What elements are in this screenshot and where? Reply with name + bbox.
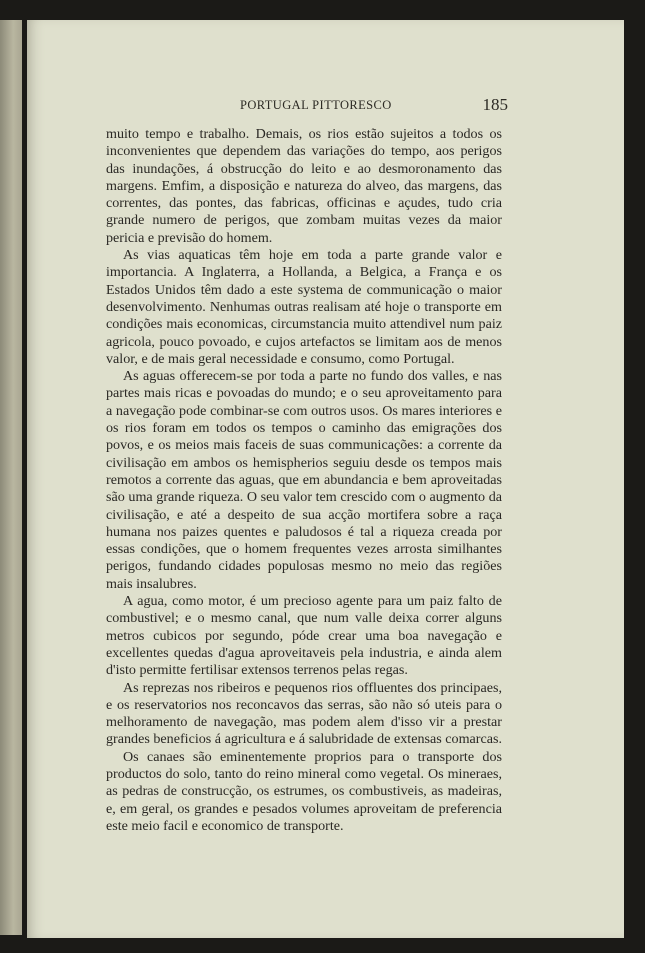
page-number: 185 [482, 95, 508, 114]
paragraph: As aguas offerecem-se por toda a parte no fundo dos valles, e nas partes mais ricas e povoadas do mundo; e o seu aproveitamento para a navegação pode combinar-se com outros usos. Os mares interiores e os rios foram em todos os tempos o caminho das emigrações dos povos, e os meios mais faceis de suas communicações: a corrente da civilisação em ambos os hemispherios seguiu desde os tempos mais remotos a corrente das aguas, que em abundancia e bem aproveitadas são uma grande riqueza. O seu valor tem crescido com o augmento da civilisação, e até a despeito de sua acção mortifera sobre a raça humana nos paizes quentes e paludosos é tal a riqueza creada por essas condições, que o homem frequentes vezes arrosta similhantes perigos, fundando cidades populosas mesmo no meio das regiões mais insalubres. [106, 368, 502, 592]
paragraph: As vias aquaticas têm hoje em toda a parte grande valor e importancia. A Inglaterra, a Hollanda, a Belgica, a França e os Estados Unidos têm dado a este systema de communicação o maior desenvolvimento. Nenhumas outras realisam até hoje o transporte em condições mais economicas, circumstancia muito attendivel num paiz agricola, pouco povoado, e cujos artefactos se limitam aos de menos valor, e de mais geral necessidade e consumo, como Portugal. [106, 247, 502, 367]
page-header [240, 95, 508, 118]
body-text [106, 126, 502, 835]
paragraph: A agua, como motor, é um precioso agente para um paiz falto de combustivel; e o mesmo canal, que num valle deixa correr alguns metros cubicos por segundo, póde crear uma boa navegação e excellentes quedas d'agua aproveitaveis pela industria, e ainda alem d'isto permitte fertilisar extensos terrenos pelas regas. [106, 593, 502, 679]
paragraph: Os canaes são eminentemente proprios para o transporte dos productos do solo, tanto do reino mineral como vegetal. Os mineraes, as pedras de construcção, os estrumes, os combustiveis, as madeiras, e, em geral, os grandes e pesados volumes aproveitam de preferencia este meio facil e economico de transporte. [106, 748, 502, 834]
left-page-edge [0, 20, 22, 935]
paragraph: As reprezas nos ribeiros e pequenos rios offluentes dos principaes, e os reservatorios nos reconcavos das serras, são não só uteis para o melhoramento de navegação, mas podem alem d'isso vir a prestar grandes beneficios á agricultura e á salubridade de extensas comarcas. [106, 679, 503, 748]
running-title: PORTUGAL PITTORESCO [240, 98, 392, 112]
paragraph: muito tempo e trabalho. Demais, os rios estão sujeitos a todos os inconvenientes que dependem das variações do tempo, aos perigos das inundações, á obstrucção do leito e ao desmoronamento das margens. Emfim, a disposição e natureza do alveo, das margens, das correntes, das pontes, das fabricas, officinas e açudes, tudo cria grande numero de perigos, que zombam muitas vezes da maior pericia e previsão do homem. [106, 126, 502, 246]
